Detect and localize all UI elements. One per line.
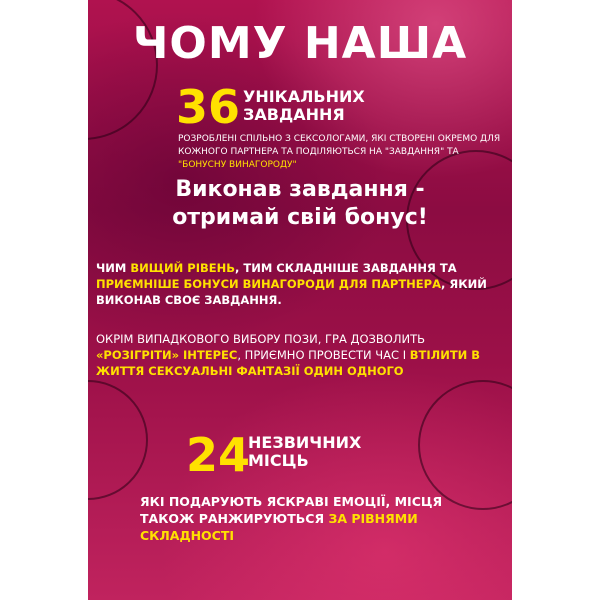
tasks-description-highlight: "БОНУСНУ ВИНАГОРОДУ" bbox=[178, 160, 297, 170]
levels-text-3: , ЯКИЙ ВИКОНАВ СВОЄ ЗАВДАННЯ. bbox=[96, 277, 487, 307]
tasks-description-text: РОЗРОБЛЕНІ СПІЛЬНО З СЕКСОЛОГАМИ, ЯКІ СТВОРЕНІ ОКРЕМО ДЛЯ КОЖНОГО ПАРТНЕРА ТА ПОДІЛЯЮТЬСЯ НА "ЗАВДАННЯ" ТА bbox=[178, 134, 501, 157]
slogan bbox=[88, 176, 512, 232]
game-highlight-1: «РОЗІГРІТИ» ІНТЕРЕС bbox=[96, 348, 238, 362]
slogan-line1: Виконав завдання - bbox=[175, 177, 425, 202]
promo-card bbox=[88, 0, 512, 600]
places-label bbox=[248, 434, 361, 470]
levels-highlight-1: ВИЩИЙ РІВЕНЬ bbox=[130, 261, 235, 275]
decorative-ring bbox=[88, 380, 148, 500]
tasks-description bbox=[178, 133, 508, 172]
slogan-line2: отримай свій бонус! bbox=[172, 205, 428, 230]
tasks-label-line1: УНІКАЛЬНИХ bbox=[243, 87, 365, 106]
game-text-2: , ПРИЄМНО ПРОВЕСТИ ЧАС І bbox=[237, 348, 410, 362]
game-text-1: ОКРІМ ВИПАДКОВОГО ВИБОРУ ПОЗИ, ГРА ДОЗВОЛИТЬ bbox=[96, 332, 425, 346]
places-count: 24 bbox=[186, 428, 251, 482]
tasks-label bbox=[243, 88, 365, 124]
places-label-line2: МІСЦЬ bbox=[248, 451, 309, 470]
tasks-count: 36 bbox=[176, 80, 241, 134]
levels-text-1: ЧИМ bbox=[96, 261, 131, 275]
page-title: ЧОМУ НАША bbox=[132, 18, 468, 69]
places-label-line1: НЕЗВИЧНИХ bbox=[248, 433, 362, 452]
decorative-ring bbox=[418, 380, 512, 510]
tasks-label-line2: ЗАВДАННЯ bbox=[243, 105, 345, 124]
game-highlight-2: ВТІЛИТИ В ЖИТТЯ СЕКСУАЛЬНІ ФАНТАЗІЇ ОДИН ОДНОГО bbox=[96, 348, 481, 378]
places-highlight-1: ЗА РІВНЯМИ СКЛАДНОСТІ bbox=[140, 511, 418, 543]
places-paragraph bbox=[140, 493, 490, 544]
levels-highlight-2: ПРИЄМНІШЕ БОНУСИ ВИНАГОРОДИ ДЛЯ ПАРТНЕРА bbox=[96, 277, 441, 291]
places-text-1: ЯКІ ПОДАРУЮТЬ ЯСКРАВІ ЕМОЦІЇ, МІСЦЯ ТАКОЖ РАНЖИРУЮТЬСЯ bbox=[140, 494, 443, 526]
levels-text-2: , ТИМ СКЛАДНІШЕ ЗАВДАННЯ ТА bbox=[234, 261, 457, 275]
levels-paragraph bbox=[96, 260, 506, 308]
game-paragraph bbox=[96, 331, 506, 379]
